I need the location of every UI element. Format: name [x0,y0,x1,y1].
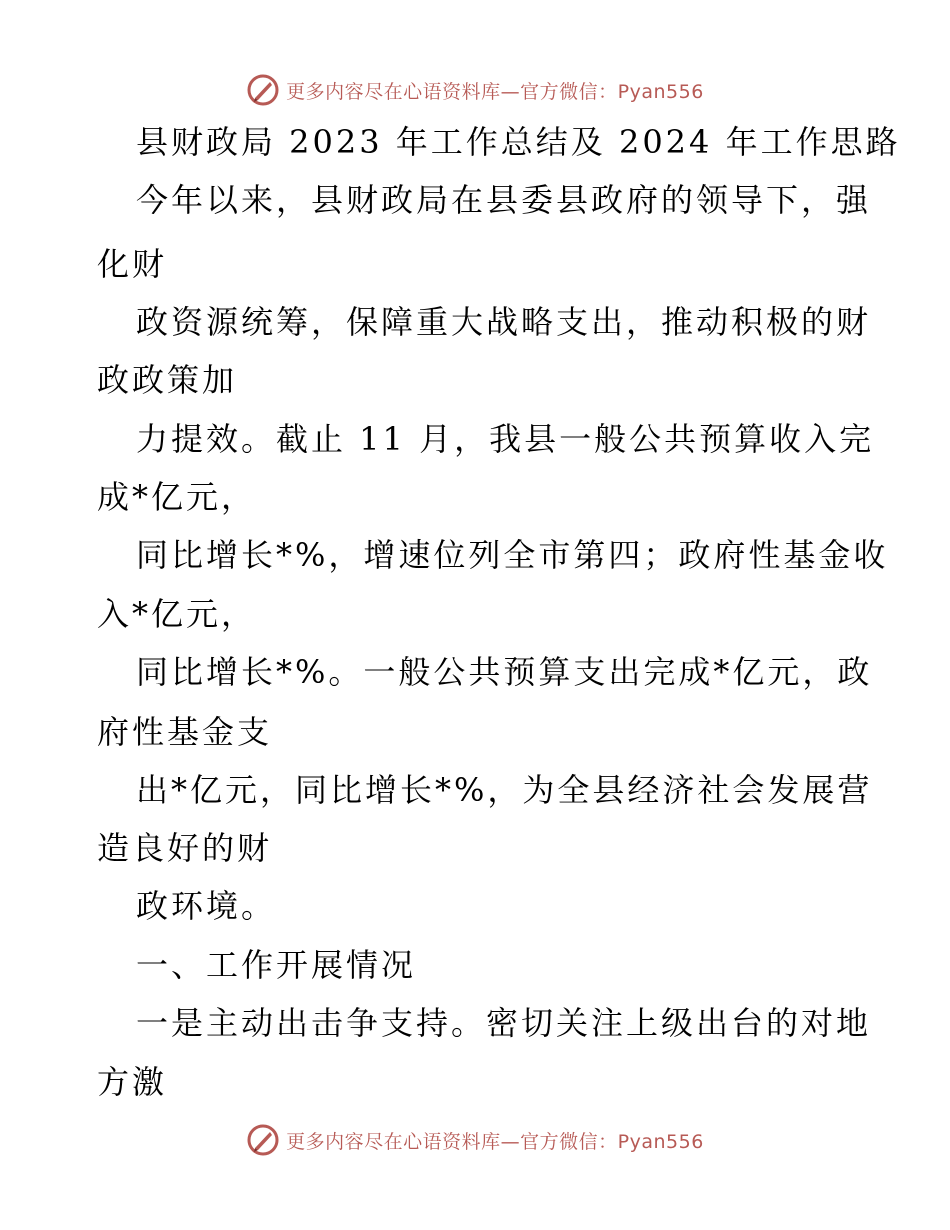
paragraph-line: 方激 [97,1063,168,1101]
paragraph-line: 政政策加 [97,361,238,399]
document-title: 县财政局 2023 年工作总结及 2024 年工作思路 [136,123,901,161]
watermark-header [0,70,950,110]
paragraph-line: 造良好的财 [97,829,273,867]
paragraph-line: 府性基金支 [97,713,273,751]
watermark-footer [0,1120,950,1160]
paragraph-line: 化财 [97,245,168,283]
paragraph-line: 力提效。截止 11 月，我县一般公共预算收入完 [136,420,875,458]
paragraph-line: 今年以来，县财政局在县委县政府的领导下，强 [136,181,872,219]
quill-logo-icon [246,1123,280,1157]
paragraph-line: 成*亿元， [97,478,257,516]
watermark-text: 更多内容尽在心语资料库—官方微信：Pyan556 [286,1130,704,1153]
paragraph-line: 入*亿元， [97,595,257,633]
paragraph-line: 出*亿元，同比增长*%，为全县经济社会发展营 [136,771,873,809]
quill-logo-icon [246,73,280,107]
paragraph-line: 同比增长*%，增速位列全市第四；政府性基金收 [136,536,889,574]
paragraph-line: 一是主动出击争支持。密切关注上级出台的对地 [136,1004,872,1042]
paragraph-line: 同比增长*%。一般公共预算支出完成*亿元，政 [136,653,873,691]
section-heading: 一、工作开展情况 [136,946,417,984]
paragraph-line: 政环境。 [136,887,277,925]
watermark-text: 更多内容尽在心语资料库—官方微信：Pyan556 [286,80,704,103]
paragraph-line: 政资源统筹，保障重大战略支出，推动积极的财 [136,303,872,341]
